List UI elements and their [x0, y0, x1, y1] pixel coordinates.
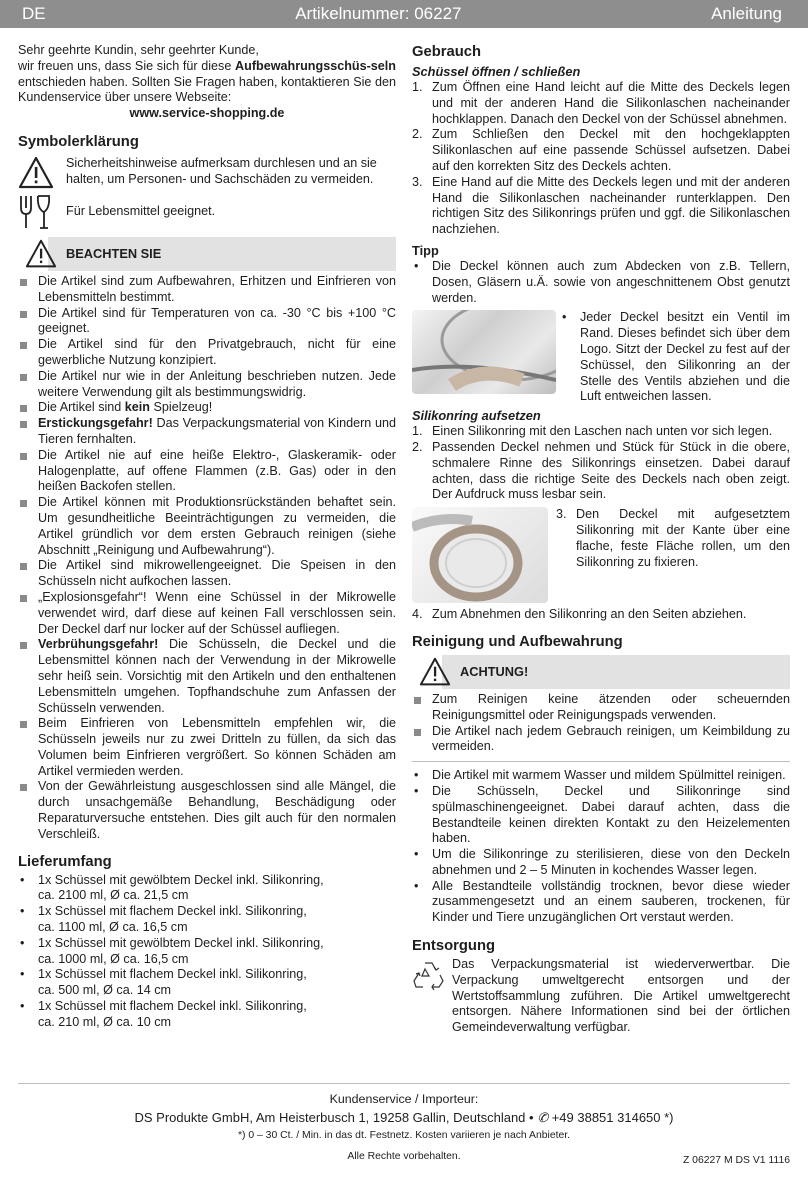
list-item: Von der Gewährleistung ausgeschlossen sind alle Mängel, die durch unsachgemäße Behandlung, Beschädigung oder Reparaturversuche entstehen. Dies gilt auch für den normalen Verschleiß.	[18, 779, 396, 842]
lieferumfang-heading: Lieferumfang	[18, 853, 112, 870]
list-item: • Alle Bestandteile vollständig trocknen, bevor diese wieder zusammengesetzt und an einem sauberen, trockenen, für Kinder und Tiere unzugänglichen Ort verstaut werden.	[412, 879, 790, 926]
tipp-photo-row	[412, 310, 790, 405]
cleaning-list	[412, 768, 790, 926]
open-close-steps	[412, 80, 790, 238]
footer-rights: Alle Rechte vorbehalten.	[347, 1151, 461, 1162]
cleaning-warning-list	[412, 692, 790, 755]
left-column	[18, 43, 396, 1031]
list-item: Zum Reinigen keine ätzenden oder scheuernden Reinigungsmittel oder Reinigungspads verwenden.	[412, 692, 790, 724]
ring-rolling-photo	[412, 507, 548, 603]
disposal-row	[412, 957, 790, 1036]
list-item: • Jeder Deckel besitzt ein Ventil im Rand. Dieses befindet sich über dem Logo. Sitzt der Deckel zu fest auf der Schüssel, den Silikonring an der Stelle des Ventils abziehen und die Luft entweichen lassen.	[560, 310, 790, 405]
symbol-warning: Sicherheitshinweise aufmerksam durchlesen und an sie halten, um Personen- und Sachschäden zu vermeiden.	[18, 156, 396, 192]
list-item: „Explosionsgefahr“! Wenn eine Schüssel in der Mikrowelle verwendet wird, darf diese auf keinen Fall verschlossen sein. Der Deckel darf nur locker auf der Schüssel aufliegen.	[18, 590, 396, 637]
greeting: Sehr geehrte Kundin, sehr geehrter Kunde, wir freuen uns, dass Sie sich für diese Aufbewahrungsschüs-seln entschieden haben. Sollten Sie Fragen haben, kontaktieren Sie den Kundenservice über unsere Webseite:	[18, 43, 396, 105]
list-item: • Die Deckel können auch zum Abdecken von z.B. Tellern, Dosen, Gläsern u.Ä. sowie von angeschnittenem Obst genutzt werden.	[412, 259, 790, 306]
website-url[interactable]: www.service-shopping.de	[129, 106, 285, 121]
ring-step-4	[412, 607, 790, 623]
right-column	[412, 43, 790, 1036]
gebrauch-heading: Gebrauch	[412, 44, 482, 60]
list-item: • Um die Silikonringe zu sterilisieren, diese von den Deckeln abnehmen und 2 – 5 Minuten in kochendes Wasser legen.	[412, 847, 790, 879]
beachten-bar	[18, 237, 396, 271]
list-item: 4. Zum Abnehmen den Silikonring an den Seiten abziehen.	[412, 607, 747, 622]
list-item: 1. Zum Öffnen eine Hand leicht auf die Mitte des Deckels legen und mit der anderen Hand die Silikonlaschen nacheinander hochklappen. Danach den Deckel von der Schüssel abnehmen.	[412, 80, 790, 126]
achtung-title: ACHTUNG!	[460, 664, 529, 680]
warning-triangle-icon	[18, 156, 66, 192]
entsorgung-heading: Entsorgung	[412, 938, 496, 955]
list-item: Die Artikel nie auf eine heiße Elektro-, Glaskeramik- oder Halogenplatte, auf offene Flammen (z.B. Gas) oder in den heißen Backofen stellen.	[18, 448, 396, 495]
document-type: Anleitung	[711, 4, 782, 24]
list-item: Die Artikel sind mikrowellengeeignet. Die Speisen in den Schüsseln nicht aufkochen lassen.	[18, 558, 396, 590]
footer-divider	[18, 1083, 790, 1084]
ring-step-3	[556, 507, 790, 603]
beachten-title: BEACHTEN SIE	[66, 246, 162, 262]
ring-photo-row	[412, 507, 790, 603]
footer-service-label: Kundenservice / Importeur:	[329, 1092, 479, 1106]
subheading-open-close: Schüssel öffnen / schließen	[412, 64, 581, 79]
list-item: Die Artikel sind kein Spielzeug!	[18, 400, 396, 416]
silicone-ring-steps	[412, 424, 790, 503]
list-item: 1. Einen Silikonring mit den Laschen nach unten vor sich legen.	[412, 424, 773, 439]
food-safe-icon	[18, 194, 66, 230]
tipp-heading: Tipp	[412, 242, 439, 258]
disposal-text: Das Verpackungsmaterial ist wiederverwertbar. Die Verpackung umweltgerecht entsorgen und der Wertstoffsammlung zuführen. Die Artikel umweltgerecht entsorgen. Nähere Informationen sind bei der örtlichen Gemeindeverwaltung verfügbar.	[452, 957, 790, 1035]
safety-list	[18, 274, 396, 843]
symbol-food: Für Lebensmittel geeignet.	[18, 194, 396, 230]
list-item: Die Artikel sind für Temperaturen von ca. -30 °C bis +100 °C geeignet.	[18, 306, 396, 338]
list-item: Die Artikel sind zum Aufbewahren, Erhitzen und Einfrieren von Lebensmitteln bestimmt.	[18, 274, 396, 306]
footer-cost-note: *) 0 – 30 Ct. / Min. in das dt. Festnetz. Kosten variieren je nach Anbieter.	[237, 1130, 571, 1141]
list-item: Die Artikel können mit Produktionsrückständen behaftet sein. Um gesundheitliche Beeinträchtigungen zu vermeiden, die Artikel gründlich vor dem ersten Gebrauch reinigen (siehe Abschnitt „Reinigung und Aufbewahrung“).	[18, 495, 396, 558]
list-item: • 1x Schüssel mit gewölbtem Deckel inkl. Silikonring, ca. 1000 ml, Ø ca. 16,5 cm	[18, 936, 396, 968]
list-item: 2. Zum Schließen den Deckel mit den hochgeklappten Silikonlaschen auf eine passende Schüssel aufsetzen. Dabei auf den korrekten Sitz des Deckels achten.	[412, 127, 790, 173]
warning-triangle-icon	[18, 239, 64, 269]
phone-icon: ✆	[537, 1110, 549, 1125]
list-item: • Die Schüsseln, Deckel und Silikonringe sind spülmaschinengeeignet. Dabei darauf achten, dass die Bestandteile keinen direkten Kontakt zu den Heizelementen haben.	[412, 784, 790, 847]
achtung-bar	[412, 655, 790, 689]
footer-address: DS Produkte GmbH, Am Heisterbusch 1, 19258 Gallin, Deutschland • ✆ +49 38851 314650 *)	[134, 1110, 674, 1125]
divider	[412, 761, 790, 762]
list-item: • Die Artikel mit warmem Wasser und mildem Spülmittel reinigen.	[412, 768, 790, 784]
article-number: Artikelnummer: 06227	[295, 4, 462, 24]
list-item: Verbrühungsgefahr! Die Schüsseln, die Deckel und die Lebensmittel können nach der Verwendung in der Mikrowelle sehr heiß sein. Vorsichtig mit den Artikeln und den enthaltenen Lebensmitteln umgehen. Topfhandschuhe zum Anfassen der Schüsseln verwenden.	[18, 637, 396, 716]
delivery-list	[18, 873, 396, 1031]
tipp-valve-list	[560, 310, 790, 405]
warning-triangle-icon	[412, 657, 458, 687]
list-item: 2. Passenden Deckel nehmen und Stück für Stück in die obere, schmalere Rinne des Silikonrings einsetzen. Dabei darauf achten, dass die richtige Seite des Deckels nach oben zeigt. Der Aufdruck muss lesbar sein.	[412, 439, 790, 502]
list-item: Die Artikel sind für den Privatgebrauch, nicht für eine gewerbliche Nutzung konzipiert.	[18, 337, 396, 369]
list-item: Erstickungsgefahr! Das Verpackungsmaterial von Kindern und Tieren fernhalten.	[18, 416, 396, 448]
symbols-heading: Symbolerklärung	[18, 133, 139, 150]
list-item: • 1x Schüssel mit flachem Deckel inkl. Silikonring, ca. 500 ml, Ø ca. 14 cm	[18, 967, 396, 999]
language-code: DE	[22, 4, 46, 24]
list-item: Die Artikel nach jedem Gebrauch reinigen, um Keimbildung zu vermeiden.	[412, 724, 790, 756]
lid-valve-photo	[412, 310, 556, 394]
list-item: • 1x Schüssel mit gewölbtem Deckel inkl. Silikonring, ca. 2100 ml, Ø ca. 21,5 cm	[18, 873, 396, 905]
subheading-silicone-ring: Silikonring aufsetzen	[412, 408, 541, 424]
list-item: Die Artikel nur wie in der Anleitung beschrieben nutzen. Jede weitere Verwendung gilt als bestimmungswidrig.	[18, 369, 396, 401]
list-item: • 1x Schüssel mit flachem Deckel inkl. Silikonring, ca. 210 ml, Ø ca. 10 cm	[18, 999, 396, 1031]
list-item: Beim Einfrieren von Lebensmitteln empfehlen wir, die Schüsseln jeweils nur zu zwei Dritteln zu füllen, da sich das Volumen beim Einfrieren vergrößert. So können Schäden am Artikel vermieden werden.	[18, 716, 396, 779]
list-item: 3. Eine Hand auf die Mitte des Deckels legen und mit der anderen Hand die Silikonlaschen nacheinander runterklappen. Den richtigen Sitz des Silikonrings prüfen und ggf. die Silikonlaschen nachziehen.	[412, 174, 790, 237]
list-item: 3. Den Deckel mit aufgesetztem Silikonring mit der Kante über eine flache, feste Fläche rollen, um den Silikonring zu fixieren.	[556, 507, 790, 569]
reinigung-heading: Reinigung und Aufbewahrung	[412, 633, 623, 650]
tipp-list	[412, 259, 790, 306]
header-bar	[0, 0, 808, 28]
document-code: Z 06227 M DS V1 1116	[682, 1155, 790, 1166]
list-item: • 1x Schüssel mit flachem Deckel inkl. Silikonring, ca. 1100 ml, Ø ca. 16,5 cm	[18, 904, 396, 936]
recycling-icon	[412, 957, 452, 1036]
